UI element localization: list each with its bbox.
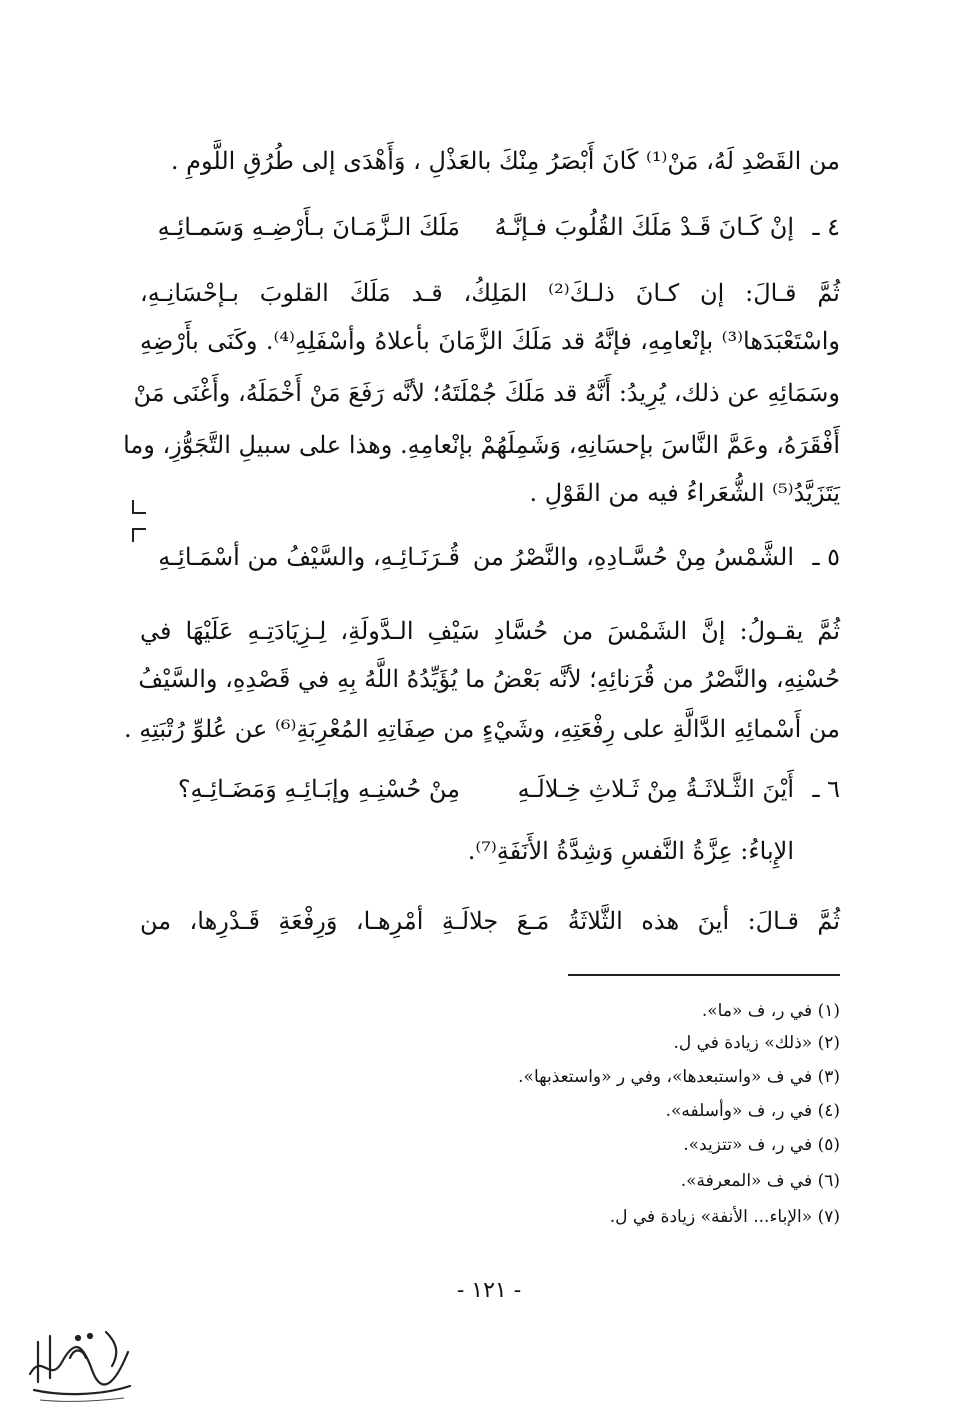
verse-number: ٤ ـ [812, 213, 840, 241]
text-line: أَفْقَرَهُ، وعَمَّ النَّاسَ بإحسَانِهِ، وَشَمِلَهُمْ بإنْعامِهِ. وهذا على سبيلِ التَّجَوُّزِ، وما [123, 431, 840, 459]
footnote-rule [568, 974, 840, 976]
footnote: (٥) في ر، ف «تتزيد». [683, 1135, 840, 1155]
verse-hemistich-first: أَيْنَ الثَّـلاثَـةُ مِنْ ثَـلاثِ خِـلالَـهِ [517, 775, 794, 803]
calligraphy-logo-icon [20, 1312, 140, 1407]
verse-number: ٦ ـ [812, 775, 840, 803]
gloss-line: الإِباءُ: عِزَّةُ النَّفسِ وَشِدَّةُ الأَنَفَةِ⁽⁷⁾. [467, 837, 794, 865]
verse-hemistich-second: مِنْ حُسْنِـهِ وإبَـائِـهِ وَمَضَـائِـهِ؟ [177, 775, 460, 803]
verse-4 [140, 210, 840, 244]
page-number: - ١٢١ - [456, 1278, 522, 1303]
footnote: (٦) في ف «المعرفة». [680, 1171, 840, 1191]
text-line: وسَمَائِهِ عن ذلك، يُرِيدُ: أَنَّهُ قد مَلَكَ جُمْلَتَهُ؛ لأنَّه رَفَعَ مَنْ أَخْمَلَهُ، وأَغْنَى مَنْ [133, 379, 840, 407]
verse-hemistich-second: مَلَكَ الـزَّمَـانَ بـأَرْضِـهِ وَسَمـائِـهِ [157, 213, 460, 241]
footnote: (٧) «الإباء... الأنفة» زيادة في ل. [609, 1207, 840, 1227]
text-line: ثُمَّ قـالَ: إن كـانَ ذلـكَ⁽²⁾ المَلِكُ، قـد مَلَكَ القلوبَ بـإحْسَانِـهِ، [140, 279, 840, 307]
footnote: (٢) «ذلك» زيادة في ل. [673, 1033, 840, 1053]
verse-5 [140, 540, 840, 574]
verse-6 [140, 772, 840, 806]
text-line: من القَصْدِ لَهُ، مَنْ⁽¹⁾ كَانَ أَبْصَرُ مِنْكَ بالعَذْلِ ، وَأَهْدَى إلى طُرُقِ اللَّومِ . [170, 147, 840, 175]
verse-hemistich-first: الشَّمْسُ مِنْ حُسَّـادِهِ، والنَّصْرُ من [472, 543, 794, 571]
footnote: (٤) في ر، ف «وأسلفه». [665, 1101, 840, 1121]
text-line: ثُمَّ قـالَ: أينَ هذه الثَّلاثَةُ مَـعَ جلالَـةِ أمْرِهـا، وَرِفْعَةِ قَـدْرِها، من [140, 907, 841, 935]
text-line: واسْتَعْبَدَها⁽³⁾ بإنْعامِهِ، فإنَّهُ قد مَلَكَ الزَّمَانَ بأعلاهُ وأسْفَلِهِ⁽⁴⁾. وكَنَى بأَرْضِهِ [140, 327, 841, 355]
text-line: ثُمَّ يقـولُ: إنَّ الشَمْسَ من حُسَّادِ سَيْفِ الـدَّولَةِ، لِـزِيَادَتِـهِ عَلَيْهَا في [140, 617, 840, 645]
text-line: حُسْنِهِ، والنَّصْرُ من قُرَنائِهِ؛ لأنَّه بَعْضُ ما يُؤَيِّدُهُ اللَّهُ بِهِ في قَصْدِهِ، والسَّيْفُ [138, 665, 840, 693]
text-line: من أَسْمائِهِ الدَّالَّةِ على رِفْعَتِهِ، وشَيْءٍ من صِفَاتِهِ المُعْرِبَةِ⁽⁶⁾ عن عُلوِّ رُتْبَتِهِ . [123, 715, 840, 743]
footnote: (٣) في ف «واستبعدها»، وفي ر «واستعذبها». [518, 1067, 840, 1087]
verse-hemistich-second: قُـرَنَـائِـهِ، والسَّيْفُ من أسْمَـائِـهِ [158, 543, 460, 571]
verse-hemistich-first: إنْ كَـانَ قَـدْ مَلَكَ القُلُوبَ فـإنَّـهُ [494, 213, 794, 241]
verse-number: ٥ ـ [812, 543, 840, 571]
bracket-mark [132, 500, 146, 514]
text-line: يَتَزَيَّدُ⁽⁵⁾ الشُّعَراءُ فيه من القَوْلِ . [529, 479, 840, 507]
footnote: (١) في ر، ف «ما». [701, 1001, 840, 1021]
